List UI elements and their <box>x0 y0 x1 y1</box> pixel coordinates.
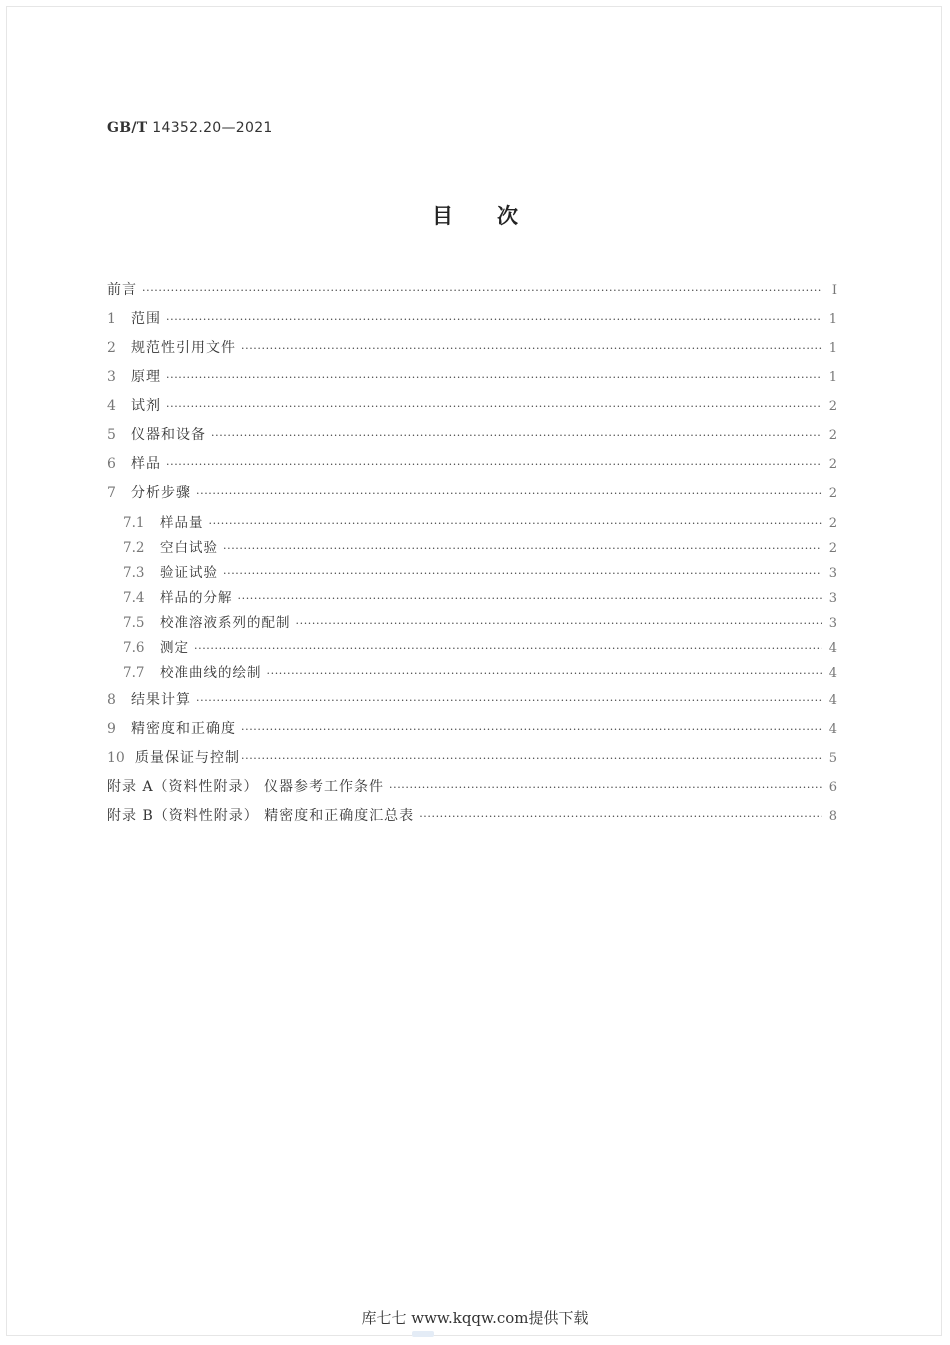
toc-page: 4 <box>828 666 837 681</box>
toc-entry-2[interactable] <box>107 337 837 357</box>
toc-label: 附录 B（资料性附录） 精密度和正确度汇总表 <box>107 808 415 824</box>
toc-page: 3 <box>828 591 837 606</box>
toc-label: 前言 <box>107 282 137 298</box>
toc-leader <box>166 313 822 326</box>
toc-label: 样品 <box>131 456 161 472</box>
toc-leader <box>267 667 823 680</box>
toc-label: 附录 A（资料性附录） 仪器参考工作条件 <box>107 779 385 795</box>
toc-page: 3 <box>828 616 837 631</box>
toc-label: 质量保证与控制 <box>135 750 240 766</box>
toc-entry-5[interactable] <box>107 424 837 444</box>
toc-entry-7-4[interactable] <box>123 586 837 606</box>
toc-label: 校准曲线的绘制 <box>160 665 262 681</box>
standard-prefix: GB/T <box>107 120 148 136</box>
toc-number: 7.2 <box>123 540 145 556</box>
toc-number: 7.5 <box>123 615 145 631</box>
toc-entry-3[interactable] <box>107 366 837 386</box>
toc-entry-7-1[interactable] <box>123 511 837 531</box>
toc-leader <box>196 694 822 707</box>
toc-entry-7-5[interactable] <box>123 611 837 631</box>
toc-label: 样品量 <box>160 515 204 531</box>
toc-number: 7.6 <box>123 640 145 656</box>
toc-leader <box>223 542 822 555</box>
toc-number: 3 <box>107 369 116 385</box>
toc-label: 测定 <box>160 640 189 656</box>
toc-entry-6[interactable] <box>107 453 837 473</box>
toc-entry-7[interactable] <box>107 482 837 502</box>
toc-number: 2 <box>107 340 116 356</box>
toc-label: 精密度和正确度 <box>131 721 236 737</box>
toc-label: 范围 <box>131 311 161 327</box>
toc-label: 规范性引用文件 <box>131 340 236 356</box>
toc-number: 1 <box>107 311 116 327</box>
toc-label: 试剂 <box>131 398 161 414</box>
toc-leader <box>166 458 822 471</box>
toc-page: 6 <box>828 780 837 795</box>
download-footer: 库七七 www.kqqw.com提供下载 <box>361 1309 589 1327</box>
toc-leader <box>238 592 823 605</box>
toc-page: 2 <box>828 486 837 501</box>
toc-leader <box>211 429 822 442</box>
toc-number: 10 <box>107 750 125 766</box>
toc-leader <box>241 342 822 355</box>
toc-page: 1 <box>828 312 837 327</box>
toc-page: 4 <box>828 722 837 737</box>
toc-entry-7-2[interactable] <box>123 536 837 556</box>
toc-entry-9[interactable] <box>107 718 837 738</box>
toc-page: 3 <box>828 566 837 581</box>
toc-label: 结果计算 <box>131 692 191 708</box>
toc-page: 2 <box>828 457 837 472</box>
toc-label: 分析步骤 <box>131 485 191 501</box>
toc-page: 2 <box>828 516 837 531</box>
toc-leader <box>241 752 822 765</box>
toc-number: 7.7 <box>123 665 145 681</box>
toc-leader <box>296 617 823 630</box>
toc-page: 2 <box>828 428 837 443</box>
toc-leader <box>419 810 822 823</box>
toc-leader <box>142 284 822 297</box>
toc-page: 8 <box>828 809 837 824</box>
toc-entry-7-6[interactable] <box>123 636 837 656</box>
toc-label: 空白试验 <box>160 540 218 556</box>
toc-number: 4 <box>107 398 116 414</box>
toc-label: 仪器和设备 <box>131 427 206 443</box>
toc-number: 7.4 <box>123 590 145 606</box>
toc-leader <box>241 723 822 736</box>
toc-number: 7.1 <box>123 515 145 531</box>
toc-page: 4 <box>828 693 837 708</box>
toc-leader <box>166 400 822 413</box>
toc-number: 7.3 <box>123 565 145 581</box>
toc-label: 验证试验 <box>160 565 218 581</box>
toc-leader <box>389 781 822 794</box>
toc-leader <box>194 642 822 655</box>
toc-page: 4 <box>828 641 837 656</box>
toc-number: 7 <box>107 485 116 501</box>
toc-label: 样品的分解 <box>160 590 233 606</box>
toc-entry-annex-a[interactable] <box>107 776 837 796</box>
toc-page: 1 <box>828 370 837 385</box>
toc-number: 5 <box>107 427 116 443</box>
toc-entry-8[interactable] <box>107 689 837 709</box>
standard-code <box>107 120 273 136</box>
toc-entry-1[interactable] <box>107 308 837 328</box>
toc-number: 9 <box>107 721 116 737</box>
toc-entry-7-3[interactable] <box>123 561 837 581</box>
toc-entry-annex-b[interactable] <box>107 805 837 825</box>
toc-page: 1 <box>828 341 837 356</box>
toc-number: 6 <box>107 456 116 472</box>
toc-page: 2 <box>828 399 837 414</box>
toc-leader <box>209 517 823 530</box>
toc-page: 5 <box>828 751 837 766</box>
footer-mark <box>412 1331 434 1337</box>
toc-page: I <box>831 283 837 298</box>
toc-entry-7-7[interactable] <box>123 661 837 681</box>
toc-entry-foreword[interactable] <box>107 279 837 299</box>
page-title: 目次 <box>432 204 562 228</box>
toc-entry-10[interactable] <box>107 747 837 767</box>
toc-page: 2 <box>828 541 837 556</box>
standard-number: 14352.20—2021 <box>152 120 273 136</box>
toc-entry-4[interactable] <box>107 395 837 415</box>
toc-number: 8 <box>107 692 116 708</box>
toc-leader <box>223 567 822 580</box>
toc-leader <box>196 487 822 500</box>
toc-leader <box>166 371 822 384</box>
toc-label: 原理 <box>131 369 161 385</box>
toc-label: 校准溶液系列的配制 <box>160 615 291 631</box>
